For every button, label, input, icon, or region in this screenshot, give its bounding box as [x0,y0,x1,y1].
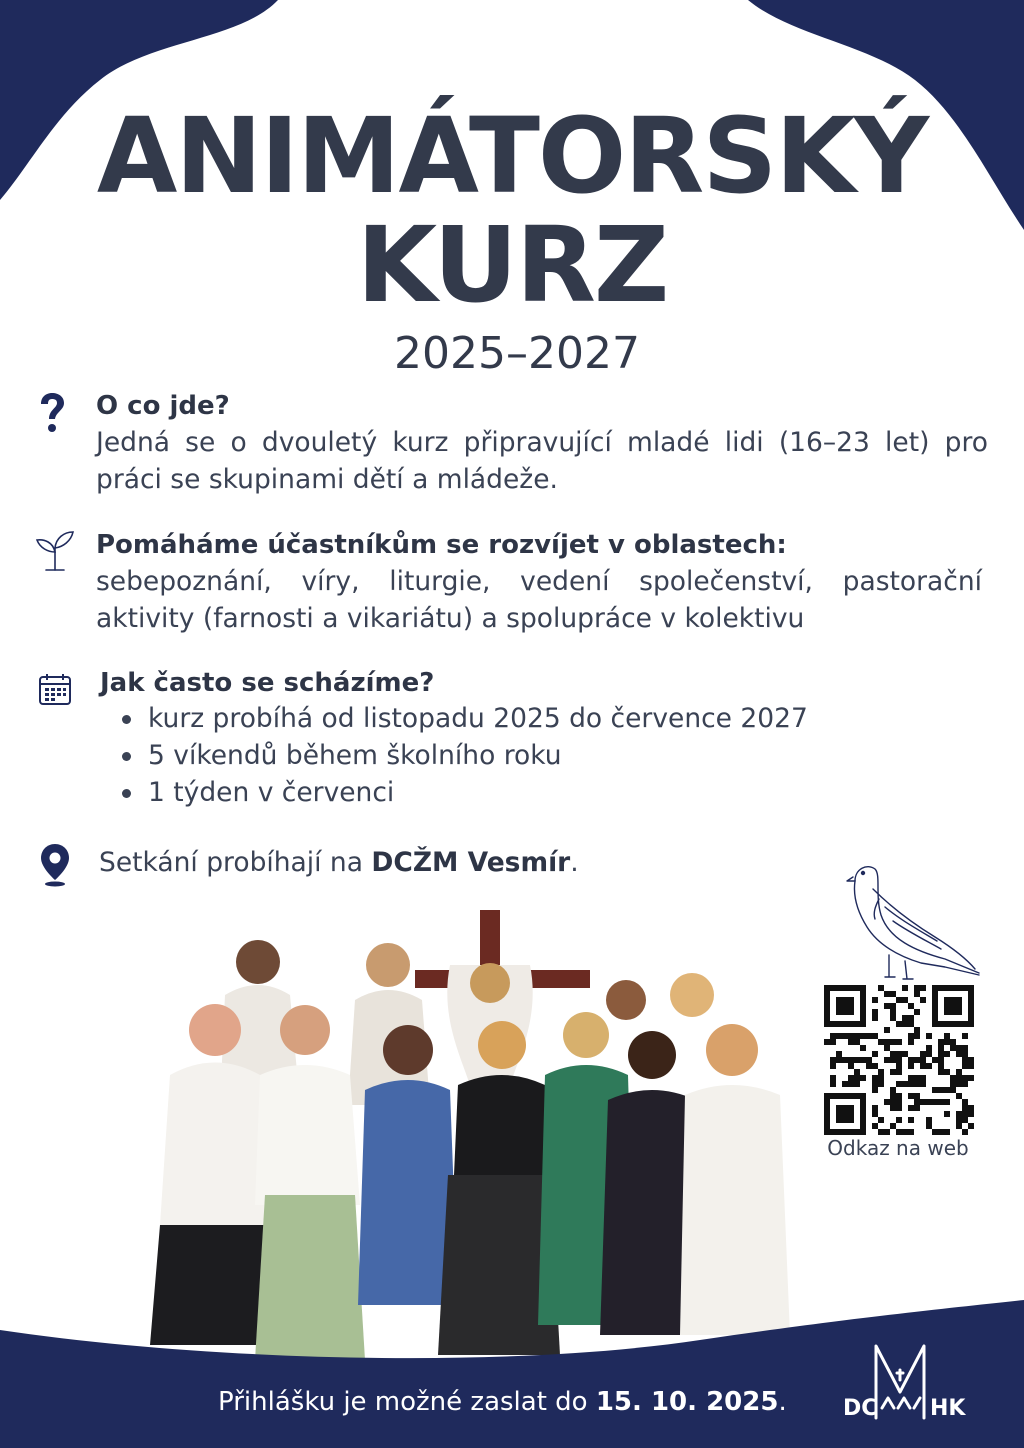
location-prefix: Setkání probíhají na [99,847,372,878]
list-item: 1 týden v červenci [118,774,808,811]
deadline-suffix: . [778,1387,787,1417]
location-pin-icon [40,843,70,887]
qr-code[interactable] [824,985,974,1135]
application-deadline [218,1384,787,1420]
section-development-body: sebepoznání, víry, liturgie, vedení společenství, pastorační aktivity (farnosti a vikariátu) a spolupráce v kolektivu [96,566,982,634]
section-frequency-heading: Jak často se scházíme? [100,668,435,698]
location-place: DCŽM Vesmír [371,847,571,878]
meeting-location [99,843,579,883]
location-suffix: . [570,847,579,878]
deadline-date: 15. 10. 2025 [595,1387,779,1417]
section-what-heading: O co jde? [96,391,230,421]
logo-text-right: HK [930,1396,966,1421]
deadline-prefix: Přihlášku je možné zaslat do [218,1387,596,1417]
qr-finder-pattern [827,1096,863,1132]
list-item: kurz probíhá od listopadu 2025 do července 2027 [118,700,808,737]
page-title-line1: ANIMÁTORSKÝ [96,95,928,217]
page-title-line2: KURZ [356,204,668,326]
dove-illustration [845,855,985,985]
frequency-list [118,700,808,811]
qr-finder-pattern [935,988,971,1024]
calendar-icon [38,672,72,706]
qr-finder-pattern [827,988,863,1024]
question-mark-icon [38,392,66,434]
section-what-body: Jedná se o dvouletý kurz připravující mladé lidi (16–23 let) pro práci se skupinami dětí a mládeže. [96,427,988,495]
logo-text-left: DC [843,1396,878,1421]
list-item: 5 víkendů během školního roku [118,737,808,774]
organization-logo [838,1342,968,1424]
sprout-icon [34,528,76,572]
qr-caption: Odkaz na web [827,1136,969,1160]
section-development-heading: Pomáháme účastníkům se rozvíjet v oblastech: [96,530,787,560]
course-years: 2025–2027 [394,328,640,379]
